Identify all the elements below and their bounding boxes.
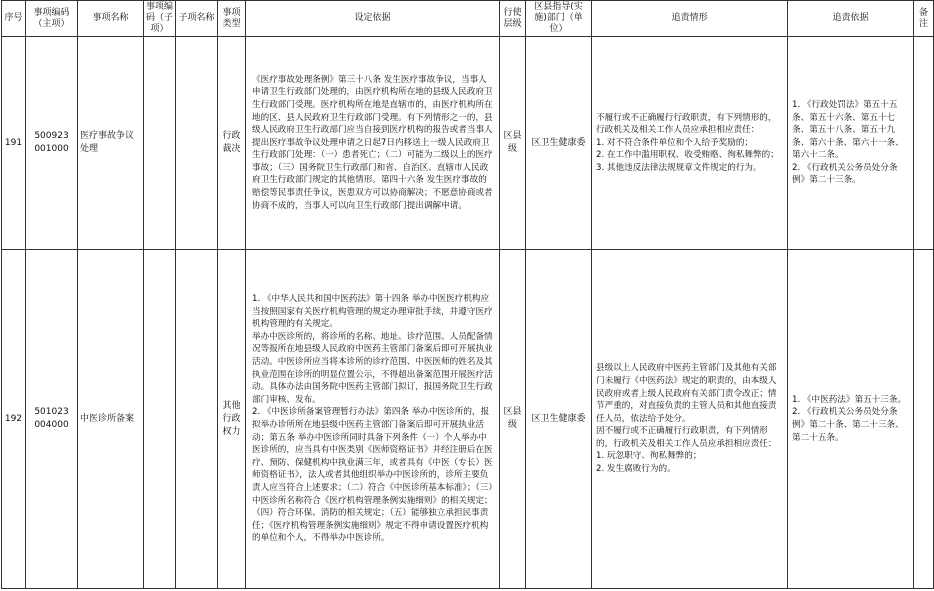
matters-table [1, 0, 934, 589]
accountability-line: 2. 在工作中滥用职权、收受贿赂、徇私舞弊的； [596, 150, 779, 161]
acc-basis-line: 2. 《行政机关公务员处分条例》第二十三条。 [792, 162, 898, 186]
header-cell: 序号 [2, 1, 26, 37]
matter-type: 其他行政权力 [218, 250, 246, 589]
matter-type: 行政裁决 [218, 37, 246, 250]
row-number: 192 [2, 250, 26, 589]
accountability [592, 250, 788, 589]
acc-basis-line: 1. 《行政处罚法》第五十五条、第五十六条、第五十七条、第五十八条、第五十九条、第六十条、第六十一条、第六十二条。 [792, 99, 904, 161]
accountability-basis [788, 37, 914, 250]
basis-paragraph: 2. 《中医诊所备案管理暂行办法》第四条 举办中医诊所的，报拟举办诊所所在地县级中医药主管部门备案后即可开展执业活动；第五条 举办中医诊所同时具备下列条件（一）个人举办中医诊所的，应当具有中医类别《医师资格证书》并经注册后在医疗、预防、保健机构中执业满三年，或者具有《中医（专长）医师资格证书》，法人或者其他组织举办中医诊所的，诊所主要负责人应当符合上述要求；（二）符合《中医诊所基本标准》；（三）中医诊所名称符合《医疗机构管理条例实施细则》的相关规定；（四）符合环保、消防的相关规定；（五）能够独立承担民事责任；《医疗机构管理条例实施细则》规定不得申请设置医疗机构的单位和个人，不得举办中医诊所。 [252, 407, 493, 544]
header-cell: 追责情形 [592, 1, 788, 37]
sub-name [176, 250, 218, 589]
table-row [2, 37, 934, 250]
acc-basis-line: 2. 《行政机关公务员处分条例》第二十条、第二十三条、第二十五条。 [792, 407, 904, 443]
header-cell: 设定依据 [246, 1, 500, 37]
remark [914, 250, 934, 589]
row-number: 191 [2, 37, 26, 250]
department: 区卫生健康委 [526, 37, 592, 250]
main-code: 501023 004000 [26, 250, 78, 589]
header-cell: 追责依据 [788, 1, 914, 37]
accountability-line: 1. 玩忽职守、徇私舞弊的； [596, 451, 702, 462]
basis-paragraph: 举办中医诊所的，将诊所的名称、地址、诊疗范围、人员配备情况等报所在地县级人民政府中医药主管部门备案后即可开展执业活动。中医诊所应当将本诊所的诊疗范围、中医医师的姓名及其执业范围在诊所的明显位置公示，不得超出备案范围开展医疗活动。具体办法由国务院中医药主管部门拟订，报国务院卫生行政部门审核、发布。 [252, 331, 493, 405]
header-cell: 子项名称 [176, 1, 218, 37]
header-cell: 行使层级 [500, 1, 526, 37]
matter-name: 医疗事故争议处理 [78, 37, 144, 250]
exercise-level: 区县级 [500, 250, 526, 589]
accountability-line: 因不履行或不正确履行行政职责，有下列情形的，行政机关及相关工作人员应承担相应责任： [596, 426, 777, 449]
sub-code [144, 250, 176, 589]
matter-name: 中医诊所备案 [78, 250, 144, 589]
header-cell: 事项编码（子项） [144, 1, 176, 37]
accountability-line: 不履行或不正确履行行政职责，有下列情形的，行政机关及相关工作人员应承担相应责任： [596, 112, 777, 136]
header-row [2, 1, 934, 37]
basis-paragraph: 《医疗事故处理条例》第三十八条 发生医疗事故争议，当事人申请卫生行政部门处理的，由医疗机构所在地的县级人民政府卫生行政部门受理。医疗机构所在地是直辖市的，由医疗机构所在地的区、县人民政府卫生行政部门受理。有下列情形之一的，县级人民政府卫生行政部门应当自接到医疗机构的报告或者当事人提出医疗事故争议处理申请之日起7日内移送上一级人民政府卫生行政部门处理：（一）患者死亡；（二）可能为二级以上的医疗事故；（三）国务院卫生行政部门和省、自治区、直辖市人民政府卫生行政部门规定的其他情形。第四十六条 发生医疗事故的赔偿等民事责任争议，医患双方可以协商解决；不愿意协商或者协商不成的，当事人可以向卫生行政部门提出调解申请。 [252, 74, 493, 211]
sub-name [176, 37, 218, 250]
main-code: 500923 001000 [26, 37, 78, 250]
header-cell: 事项类型 [218, 1, 246, 37]
accountability-line: 县级以上人民政府中医药主管部门及其他有关部门未履行《中医药法》规定的职责的，由本级人民政府或者上级人民政府有关部门责令改正；情节严重的，对直接负责的主管人员和其他直接责任人员，依法给予处分。 [596, 363, 777, 424]
sub-code [144, 37, 176, 250]
accountability [592, 37, 788, 250]
accountability-basis [788, 250, 914, 589]
table-row [2, 250, 934, 589]
acc-basis-line: 1. 《中医药法》第五十三条。 [792, 394, 907, 405]
accountability-line: 3. 其他违反法律法规规章文件规定的行为。 [596, 162, 762, 173]
legal-basis [246, 37, 500, 250]
exercise-level: 区县级 [500, 37, 526, 250]
header-cell: 事项编码（主项） [26, 1, 78, 37]
header-cell: 事项名称 [78, 1, 144, 37]
accountability-line: 1. 对不符合条件单位和个人给予奖励的； [596, 137, 754, 148]
header-cell: 备注 [914, 1, 934, 37]
basis-paragraph: 1. 《中华人民共和国中医药法》第十四条 举办中医医疗机构应当按照国家有关医疗机构管理的规定办理审批手续，并遵守医疗机构管理的有关规定。 [252, 294, 493, 330]
header-cell: 区县指导(实施)部门（单位） [526, 1, 592, 37]
legal-basis [246, 250, 500, 589]
department: 区卫生健康委 [526, 250, 592, 589]
accountability-line: 2. 发生腐败行为的。 [596, 464, 676, 475]
remark [914, 37, 934, 250]
